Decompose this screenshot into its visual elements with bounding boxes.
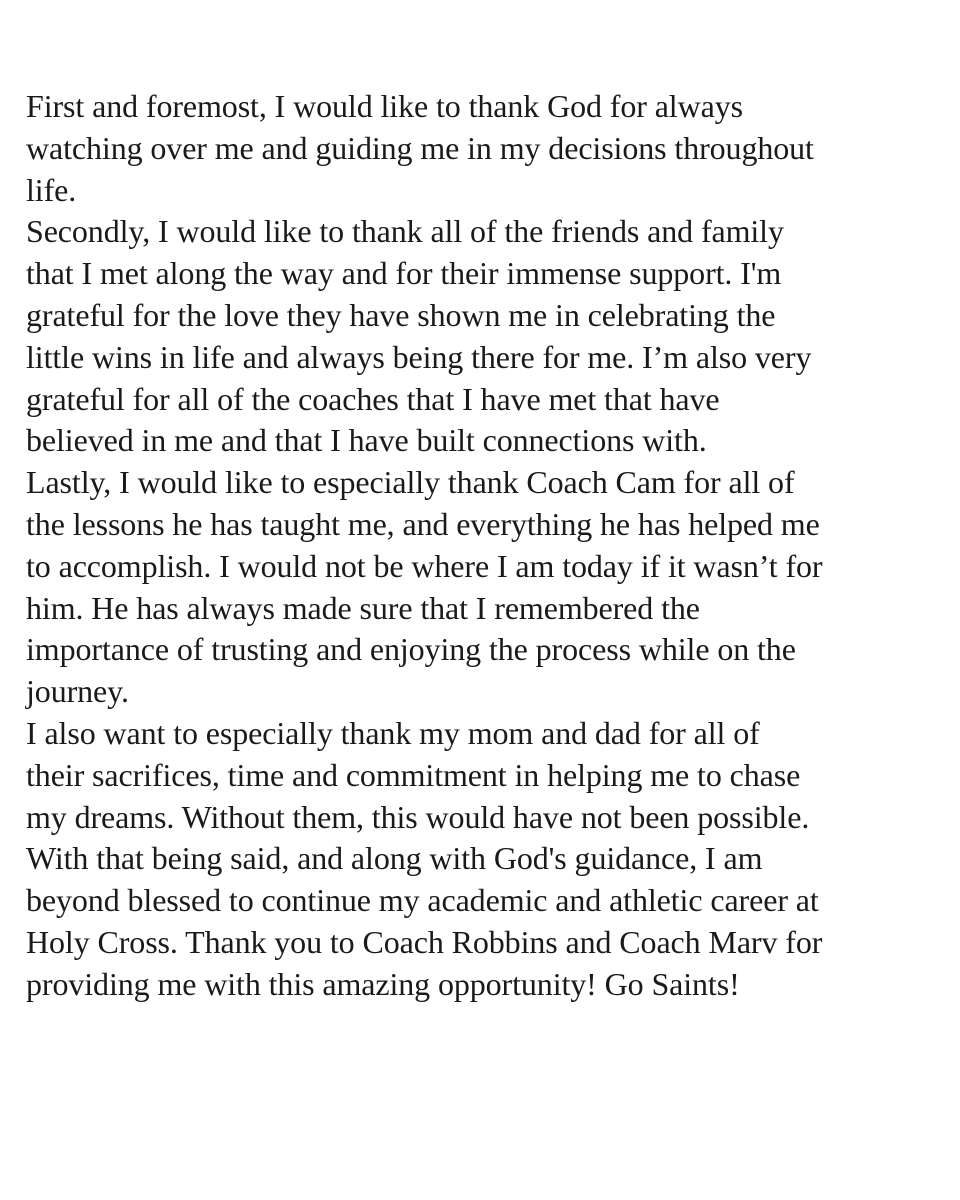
letter-body bbox=[26, 86, 946, 1006]
text-line: With that being said, and along with God's guidance, I am bbox=[26, 840, 763, 877]
text-line: beyond blessed to continue my academic and athletic career at bbox=[26, 882, 819, 919]
text-line: to accomplish. I would not be where I am today if it wasn’t for bbox=[26, 547, 823, 584]
text-line: grateful for the love they have shown me in celebrating the bbox=[26, 296, 776, 333]
text-line: First and foremost, I would like to thank God for always bbox=[26, 88, 743, 124]
text-line: him. He has always made sure that I remembered the bbox=[26, 589, 700, 626]
text-line: Lastly, I would like to especially thank Coach Cam for all of bbox=[26, 464, 795, 501]
text-line: Secondly, I would like to thank all of the friends and family bbox=[26, 213, 784, 250]
text-line: Holy Cross. Thank you to Coach Robbins and Coach Marv for bbox=[26, 923, 823, 960]
text-line: the lessons he has taught me, and everything he has helped me bbox=[26, 505, 820, 542]
text-line: grateful for all of the coaches that I have met that have bbox=[26, 380, 720, 417]
text-line: life. bbox=[26, 171, 77, 208]
text-line: I also want to especially thank my mom and dad for all of bbox=[26, 714, 760, 751]
text-line: journey. bbox=[26, 673, 129, 710]
text-line: that I met along the way and for their immense support. I'm bbox=[26, 255, 782, 292]
text-line: importance of trusting and enjoying the process while on the bbox=[26, 631, 796, 668]
text-line: watching over me and guiding me in my decisions throughout bbox=[26, 129, 814, 166]
text-line: little wins in life and always being there for me. I’m also very bbox=[26, 338, 812, 375]
text-line: my dreams. Without them, this would have not been possible. bbox=[26, 798, 810, 835]
text-line: believed in me and that I have built connections with. bbox=[26, 422, 707, 459]
text-line: providing me with this amazing opportunity! Go Saints! bbox=[26, 965, 740, 1002]
text-line: their sacrifices, time and commitment in helping me to chase bbox=[26, 756, 801, 793]
